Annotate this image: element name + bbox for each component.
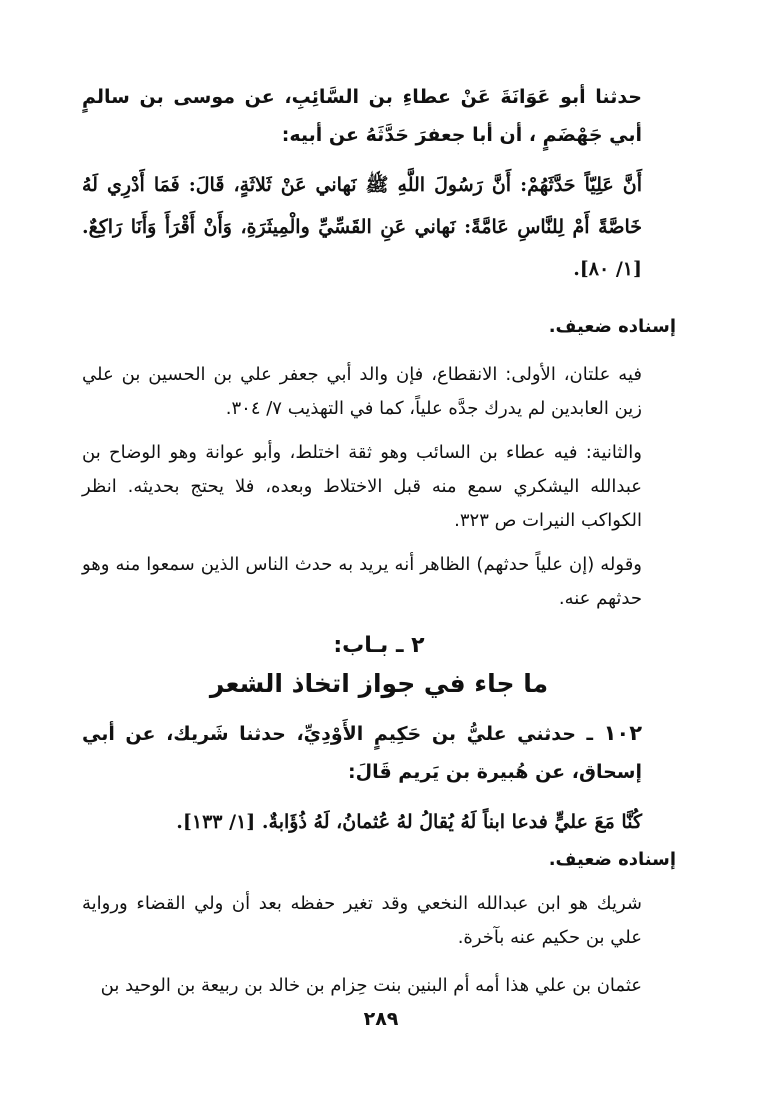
- hadith-101-note-3: وقوله (إن علياً حدثهم) الظاهر أنه يريد به حدث الناس الذين سمعوا منه وهو حدثهم عنه.: [82, 554, 642, 609]
- hadith-101-note-2: والثانية: فيه عطاء بن السائب وهو ثقة اختلط، وأبو عوانة وهو الوضاح بن عبدالله اليشكري سمع منه قبل الاختلاط وبعده، فلا يحتج بحديثه. انظر الكواكب النيرات ص ٣٢٣.: [82, 442, 642, 531]
- chapter-heading: ٢ ـ بـاب:: [333, 633, 425, 658]
- hadith-102-isnad: [82, 714, 676, 791]
- hadith-102-grading: إسناده ضعيف.: [548, 849, 676, 870]
- hadith-102-matn-text: كُنَّا مَعَ عليٍّ فدعا ابناً لَهُ يُقالُ لهُ عُثمانُ، لَهُ ذُؤَابةٌ.: [261, 811, 642, 833]
- page-number: ٢٨٩: [363, 1008, 399, 1030]
- hadith-101-note-1: فيه علتان، الأولى: الانقطاع، فإن والد أبي جعفر علي بن الحسين بن علي زين العابدين لم يدرك جدَّه علياً، كما في التهذيب ٧/ ٣٠٤.: [82, 364, 642, 419]
- hadith-101-matn: [82, 164, 676, 290]
- hadith-101-grading: إسناده ضعيف.: [548, 316, 676, 337]
- hadith-102-number: ١٠٢: [603, 721, 643, 745]
- hadith-102-note-2: عثمان بن علي هذا أمه أم البنين بنت حِزام بن خالد بن ربيعة بن الوحيد بن: [100, 975, 642, 996]
- hadith-102-isnad-text: ـ حدثني عليُّ بن حَكِيمٍ الأَوْدِيِّ، حدثنا شَريك، عن أبي إسحاق، عن هُبيرة بن يَريم قَالَ:: [82, 723, 642, 783]
- hadith-101-matn-text: أَنَّ عَلِيّاً حَدَّثَهُمْ: أَنَّ رَسُولَ اللَّهِ ﷺ نَهاني عَنْ ثَلاثَةٍ، قَالَ: فَمَا أَدْرِي لَهُ خَاصَّةً أَمْ لِلنَّاسِ عَامَّةً: نَهاني عَنِ القَسِّيِّ والْمِيثَرَةِ، وَأَنْ أَقْرَأَ وَأَنَا رَاكِعٌ.: [82, 174, 642, 238]
- hadith-101-reference: [١/ ٨٠].: [573, 258, 642, 280]
- hadith-102-matn: [82, 801, 676, 843]
- hadith-101-isnad: حدثنا أبو عَوَانَةَ عَنْ عطاءِ بن السَّائِبِ، عن موسى بن سالمٍ أبي جَهْضَمٍ ، أن أبا جعفرَ حَدَّثَهُ عن أبيه:: [82, 86, 642, 146]
- chapter-title: ما جاء في جواز اتخاذ الشعر: [209, 669, 549, 698]
- hadith-102-reference: [١/ ١٣٣].: [176, 811, 256, 833]
- hadith-102-note-1: شريك هو ابن عبدالله النخعي وقد تغير حفظه بعد أن ولي القضاء ورواية علي بن حكيم عنه بآخرة.: [82, 893, 642, 948]
